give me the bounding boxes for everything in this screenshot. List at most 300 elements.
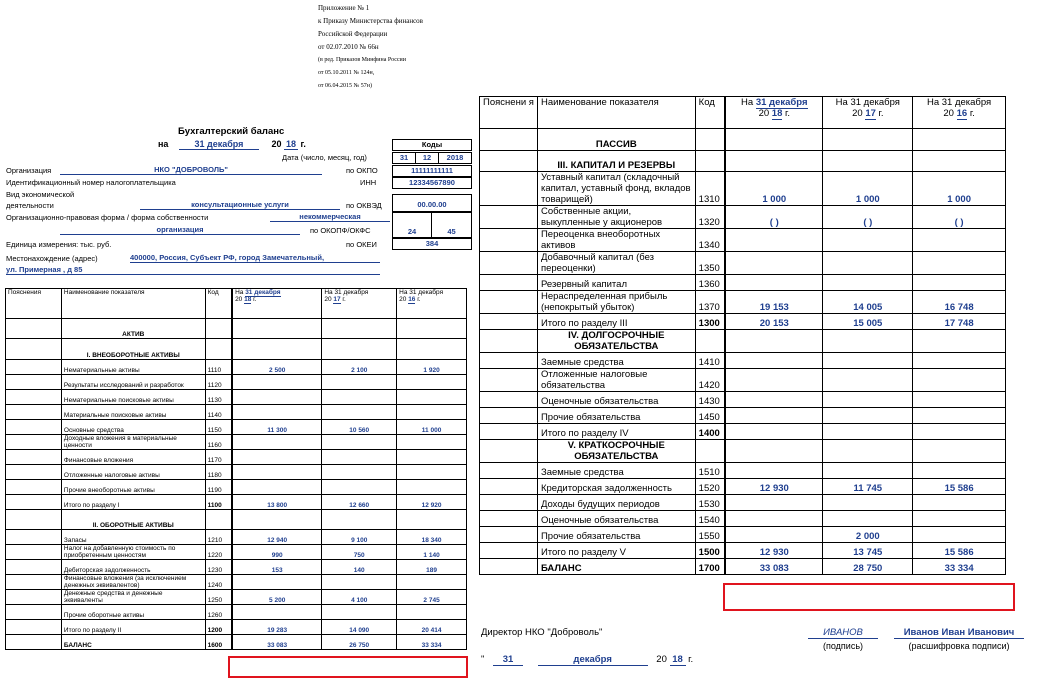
name-cell: БАЛАНС [537,559,695,575]
name-cell: ПАССИВ [537,129,695,151]
value-cell-3 [397,319,467,339]
notes-cell [480,275,538,291]
value-cell-2: 13 745 [823,543,913,559]
value-cell-3 [913,353,1006,369]
asset-table [5,288,467,650]
name-cell: Оценочные обязательства [537,511,695,527]
table-row [6,464,467,479]
okved-label: по ОКВЭД [346,201,382,210]
value-cell-2 [322,404,397,419]
value-cell-1: 33 083 [725,559,823,575]
date-day-month: 31 декабря [179,139,259,150]
value-cell-2: 14 090 [322,619,397,634]
code-cell: 1540 [695,511,725,527]
value-cell-1: 13 800 [232,494,322,509]
code-cell: 1550 [695,527,725,543]
value-cell-1 [232,404,322,419]
name-cell: Прочие внеоборотные активы [61,479,205,494]
value-cell-2: 2 100 [322,359,397,374]
notes-cell [480,424,538,440]
notes-cell [6,619,62,634]
org-label: Организация [6,166,52,175]
value-cell-3 [397,339,467,359]
value-cell-1 [232,319,322,339]
name-cell: Собственные акции, выкупленные у акционеров [537,206,695,229]
value-cell-1 [725,392,823,408]
code-cell: 1120 [205,374,232,389]
value-cell-1: 990 [232,544,322,559]
value-cell-2 [823,440,913,463]
section-row [6,509,467,529]
order-line: к Приказу Министерства финансов [318,17,423,25]
signer-position: Директор НКО "Доброволь" [481,627,603,638]
signature: ИВАНОВ [808,627,878,639]
value-cell-1 [232,574,322,589]
name-cell: Оценочные обязательства [537,392,695,408]
table-row [480,479,1006,495]
value-cell-2 [322,449,397,464]
code-cell: 1450 [695,408,725,424]
notes-cell [6,389,62,404]
name-cell: IV. ДОЛГОСРОЧНЫЕ ОБЯЗАТЕЛЬСТВА [537,330,695,353]
value-cell-2 [823,495,913,511]
table-row [6,589,467,604]
name-cell: АКТИВ [61,319,205,339]
col-notes: Пояснени я [480,97,538,129]
name-cell: Итого по разделу V [537,543,695,559]
value-cell-2: 15 005 [823,314,913,330]
code-cell: 1130 [205,389,232,404]
order-line: (в ред. Приказов Минфина России [318,57,406,63]
signature-date-year: 18 [670,654,686,666]
name-cell: Прочие обязательства [537,527,695,543]
col-period-3: На 31 декабря 20 16 г. [397,289,467,319]
value-cell-1: 19 153 [725,291,823,314]
value-cell-3 [913,463,1006,479]
value-cell-1 [232,389,322,404]
value-cell-3: 33 334 [913,559,1006,575]
notes-cell [6,434,62,449]
code-cell: 1100 [205,494,232,509]
inn-code-label: ИНН [360,178,377,187]
value-cell-2 [823,408,913,424]
table-row [6,374,467,389]
name-cell: БАЛАНС [61,634,205,649]
col-notes: Пояснения [6,289,62,319]
value-cell-2: 1 000 [823,172,913,206]
code-date-month: 12 [415,152,439,164]
okpo-label: по ОКПО [346,166,378,175]
code-cell: 1420 [695,369,725,392]
value-cell-1: 2 500 [232,359,322,374]
code-cell: 1430 [695,392,725,408]
notes-cell [480,527,538,543]
code-cell: 1500 [695,543,725,559]
value-cell-1 [725,527,823,543]
name-cell: Материальные поисковые активы [61,404,205,419]
order-line: от 06.04.2015 № 57н) [318,83,372,89]
table-row [480,408,1006,424]
notes-cell [480,479,538,495]
notes-cell [6,359,62,374]
table-row [6,449,467,464]
table-row [6,359,467,374]
name-cell: Отложенные налоговые обязательства [537,369,695,392]
value-cell-2 [823,424,913,440]
address-value: ул. Примерная , д 85 [6,265,380,275]
value-cell-1 [725,252,823,275]
signature-date-day: 31 [493,654,523,666]
name-cell: Нематериальные активы [61,359,205,374]
value-cell-2 [823,330,913,353]
value-cell-3 [913,408,1006,424]
signature-date-month: декабря [538,654,648,666]
value-cell-3 [397,604,467,619]
name-cell: Доходы будущих периодов [537,495,695,511]
code-cell: 1220 [205,544,232,559]
col-period-2: На 31 декабря 20 17 г. [823,97,913,129]
code-cell: 1170 [205,449,232,464]
notes-cell [480,129,538,151]
notes-cell [6,544,62,559]
value-cell-2 [322,339,397,359]
value-cell-3 [913,511,1006,527]
value-cell-1: 11 300 [232,419,322,434]
code-cell: 1210 [205,529,232,544]
table-row [6,434,467,449]
notes-cell [6,419,62,434]
value-cell-2: 11 745 [823,479,913,495]
value-cell-2 [322,319,397,339]
value-cell-2 [823,511,913,527]
code-cell: 1350 [695,252,725,275]
legal-form-value: некоммерческая [270,212,390,222]
notes-cell [480,150,538,172]
okei-label: по ОКЕИ [346,240,377,249]
code-cell: 1320 [695,206,725,229]
okpo-value: 11111111111 [392,165,472,177]
value-cell-1: 1 000 [725,172,823,206]
total-row [480,559,1006,575]
section-row [480,129,1006,151]
value-cell-3 [397,479,467,494]
code-cell [695,129,725,151]
notes-cell [480,330,538,353]
value-cell-1 [725,330,823,353]
date-prefix: на [158,139,169,149]
name-cell: Заемные средства [537,353,695,369]
value-cell-1 [725,369,823,392]
date-suffix: г. [300,139,306,149]
col-period-1: На 31 декабря 20 18 г. [725,97,823,129]
activity-label: деятельности [6,201,54,210]
name-cell: Добавочный капитал (без переоценки) [537,252,695,275]
notes-cell [6,634,62,649]
date-year: 18 [286,139,297,149]
value-cell-3 [913,330,1006,353]
value-cell-1 [232,449,322,464]
notes-cell [6,494,62,509]
value-cell-2 [823,369,913,392]
date-year-prefix: 20 [271,139,282,149]
notes-cell [480,172,538,206]
value-cell-3 [913,150,1006,172]
order-reference [318,2,478,93]
value-cell-3 [913,275,1006,291]
code-cell: 1510 [695,463,725,479]
value-cell-1 [725,150,823,172]
notes-cell [6,374,62,389]
notes-cell [6,479,62,494]
notes-cell [6,464,62,479]
table-row [6,574,467,589]
value-cell-2 [823,252,913,275]
name-cell: Итого по разделу I [61,494,205,509]
report-date [158,139,306,150]
name-cell: Дебиторская задолженность [61,559,205,574]
code-cell: 1400 [695,424,725,440]
notes-cell [480,353,538,369]
value-cell-1: 19 283 [232,619,322,634]
value-cell-1 [725,408,823,424]
table-row [480,172,1006,206]
value-cell-1 [232,509,322,529]
code-cell: 1150 [205,419,232,434]
order-line: от 02.07.2010 № 66н [318,43,379,51]
name-cell: Запасы [61,529,205,544]
legal-form-label: Организационно-правовая форма / форма собственности [6,213,209,222]
value-cell-1 [725,463,823,479]
name-cell: Кредиторская задолженность [537,479,695,495]
col-code: Код [205,289,232,319]
value-cell-3: 15 586 [913,479,1006,495]
value-cell-3 [397,404,467,419]
total-row [480,314,1006,330]
name-cell: Налог на добавленную стоимость по приобретенным ценностям [61,544,205,559]
notes-cell [480,511,538,527]
value-cell-3 [913,440,1006,463]
col-name: Наименование показателя [61,289,205,319]
col-name: Наименование показателя [537,97,695,129]
value-cell-1: ( ) [725,206,823,229]
table-row [480,229,1006,252]
value-cell-1 [725,495,823,511]
code-cell: 1260 [205,604,232,619]
date-label: Дата (число, месяц, год) [282,153,367,162]
code-cell: 1600 [205,634,232,649]
signature-date [481,654,693,666]
signature-caption: (подпись) [822,641,864,651]
signature-date-g: г. [688,654,694,665]
name-cell: I. ВНЕОБОРОТНЫЕ АКТИВЫ [61,339,205,359]
notes-cell [6,319,62,339]
code-cell: 1370 [695,291,725,314]
value-cell-1: 5 200 [232,589,322,604]
activity-label: Вид экономической [6,190,75,199]
table-row [480,206,1006,229]
value-cell-2 [823,353,913,369]
table-row [480,353,1006,369]
total-row [6,494,467,509]
value-cell-1: 33 083 [232,634,322,649]
col-period-3: На 31 декабря 20 16 г. [913,97,1006,129]
value-cell-2: ( ) [823,206,913,229]
signer-name: Иванов Иван Иванович [894,627,1024,639]
table-row [480,291,1006,314]
code-cell [695,440,725,463]
code-cell: 1250 [205,589,232,604]
signature-date-20: 20 [656,654,667,665]
name-cell: Денежные средства и денежные эквиваленты [61,589,205,604]
value-cell-2 [322,374,397,389]
value-cell-1 [232,479,322,494]
value-cell-3: 1 000 [913,172,1006,206]
value-cell-2: 140 [322,559,397,574]
value-cell-3 [397,509,467,529]
code-cell: 1180 [205,464,232,479]
value-cell-3: 2 745 [397,589,467,604]
value-cell-2: 14 005 [823,291,913,314]
inn-value: 12334567890 [392,177,472,189]
value-cell-1: 12 940 [232,529,322,544]
value-cell-2: 26 750 [322,634,397,649]
okopf-label: по ОКОПФ/ОКФС [310,226,371,235]
value-cell-1 [725,511,823,527]
code-cell [695,330,725,353]
name-cell: Итого по разделу II [61,619,205,634]
order-line: Приложение № 1 [318,4,370,12]
value-cell-2 [823,463,913,479]
notes-cell [480,314,538,330]
value-cell-3 [397,389,467,404]
table-row [6,529,467,544]
table-row [480,495,1006,511]
value-cell-3 [913,369,1006,392]
value-cell-3: 1 140 [397,544,467,559]
total-row [6,634,467,649]
notes-cell [6,574,62,589]
value-cell-2: 750 [322,544,397,559]
value-cell-3 [913,424,1006,440]
value-cell-2 [823,229,913,252]
notes-cell [480,408,538,424]
value-cell-1: 153 [232,559,322,574]
name-cell: V. КРАТКОСРОЧНЫЕ ОБЯЗАТЕЛЬСТВА [537,440,695,463]
name-cell: III. КАПИТАЛ И РЕЗЕРВЫ [537,150,695,172]
value-cell-3 [397,449,467,464]
balance-highlight-left [228,656,468,678]
value-cell-3 [397,374,467,389]
notes-cell [480,252,538,275]
code-cell [205,339,232,359]
name-cell: Заемные средства [537,463,695,479]
value-cell-1 [725,275,823,291]
name-cell: Финансовые вложения (за исключением денежных эквивалентов) [61,574,205,589]
table-row [6,544,467,559]
value-cell-2 [823,150,913,172]
name-cell: Основные средства [61,419,205,434]
code-cell: 1230 [205,559,232,574]
value-cell-2 [823,392,913,408]
name-cell: Результаты исследований и разработок [61,374,205,389]
table-row [6,604,467,619]
code-cell: 1190 [205,479,232,494]
value-cell-3: 20 414 [397,619,467,634]
name-cell: Уставный капитал (складочный капитал, уставный фонд, вкладов товарищей) [537,172,695,206]
notes-cell [480,229,538,252]
code-cell: 1110 [205,359,232,374]
name-cell: Итого по разделу III [537,314,695,330]
table-row [6,479,467,494]
name-cell: Прочие обязательства [537,408,695,424]
okei-value: 384 [392,238,472,250]
okfs-value: 45 [431,212,472,238]
value-cell-3: 11 000 [397,419,467,434]
notes-cell [6,589,62,604]
address-label: Местонахождение (адрес) [6,254,98,263]
value-cell-1 [725,424,823,440]
signer-name-caption: (расшифровка подписи) [908,641,1010,651]
order-line: от 05.10.2011 № 124н, [318,70,375,76]
codes-header: Коды [392,139,472,151]
table-row [480,275,1006,291]
value-cell-2 [322,434,397,449]
code-cell: 1160 [205,434,232,449]
value-cell-3 [397,464,467,479]
value-cell-3: 12 920 [397,494,467,509]
section-row [480,440,1006,463]
table-row [480,369,1006,392]
value-cell-1 [232,464,322,479]
name-cell: Переоценка внеоборотных активов [537,229,695,252]
code-cell: 1700 [695,559,725,575]
value-cell-2 [823,129,913,151]
value-cell-3 [913,495,1006,511]
value-cell-2 [322,479,397,494]
section-row [480,330,1006,353]
col-period-1: На 31 декабря 20 18 г. [232,289,322,319]
value-cell-1 [232,339,322,359]
value-cell-3 [397,434,467,449]
name-cell: Резервный капитал [537,275,695,291]
value-cell-1: 12 930 [725,543,823,559]
table-row [480,511,1006,527]
table-row [480,463,1006,479]
code-date-day: 31 [392,152,416,164]
value-cell-3 [913,527,1006,543]
table-row [6,419,467,434]
legal-form-value: организация [60,225,300,235]
name-cell: Нематериальные поисковые активы [61,389,205,404]
code-cell [695,150,725,172]
code-date-year: 2018 [438,152,472,164]
value-cell-2 [322,509,397,529]
table-row [480,527,1006,543]
value-cell-3 [913,392,1006,408]
value-cell-1 [232,434,322,449]
value-cell-3: 1 920 [397,359,467,374]
okopf-value: 24 [392,212,432,238]
notes-cell [6,404,62,419]
name-cell: Итого по разделу IV [537,424,695,440]
code-cell: 1200 [205,619,232,634]
notes-cell [480,440,538,463]
name-cell: Отложенные налоговые активы [61,464,205,479]
order-line: Российской Федерации [318,30,388,38]
section-row [480,150,1006,172]
code-cell: 1410 [695,353,725,369]
value-cell-1 [725,129,823,151]
